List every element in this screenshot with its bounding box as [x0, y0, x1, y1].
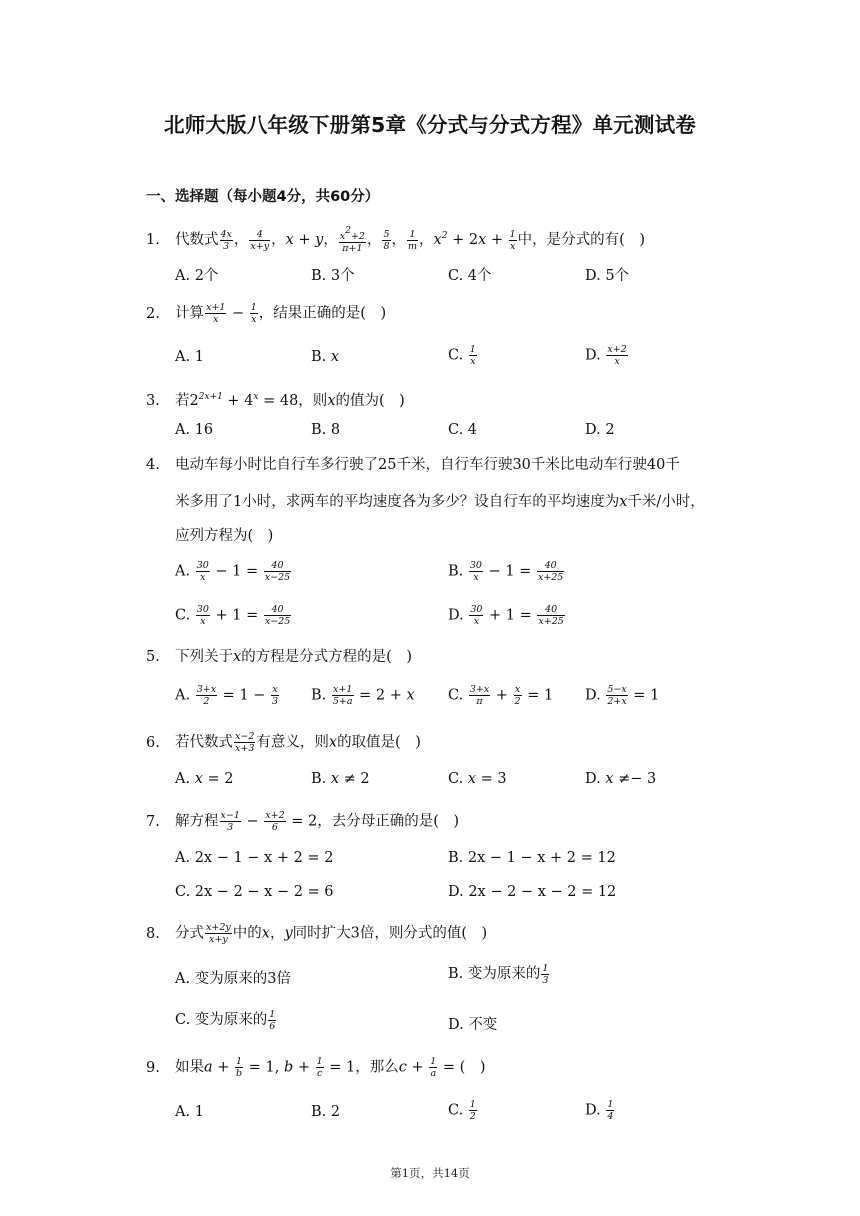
option-d[interactable]: D. x ≠− 3	[585, 771, 657, 787]
option-b[interactable]: B. x	[311, 349, 340, 365]
option-a[interactable]: A. $\frac{3+x}{2}$ = 1 − $\frac{x}{3}$	[175, 684, 279, 707]
option-a[interactable]: A. 变为原来的3倍	[175, 971, 291, 987]
option-b[interactable]: B. 变为原来的 $\frac{1}{3}$	[448, 962, 549, 986]
question-text: 计算	[175, 305, 204, 322]
question-9: 9. 如果a + $\frac{1}{b}$ = 1, b + $\frac{1}{c}$ = 1，那么c + $\frac{1}{a}$ = ( )	[146, 1056, 486, 1079]
question-text: 如果	[175, 1059, 204, 1076]
question-text: ( )	[459, 1059, 486, 1076]
option-a[interactable]: A. x = 2	[175, 771, 234, 787]
option-d[interactable]: D. $\frac{x+2}{x}$	[585, 344, 627, 367]
question-text: 代数式	[175, 232, 219, 248]
option-c[interactable]: C. 4个	[448, 268, 492, 284]
question-number: 7.	[146, 813, 160, 830]
question-number: 6.	[146, 734, 160, 751]
question-3: 3. 若$2^{2x+1} + 4^x = 48$，则x的值为( )	[146, 386, 405, 412]
option-c[interactable]: C. 变为原来的 $\frac{1}{6}$	[175, 1008, 276, 1032]
question-4-line-3: 应列方程为( )	[175, 528, 274, 544]
math-fraction: $\frac{4}{x+y}$	[250, 228, 270, 252]
option-d[interactable]: D. 2	[585, 422, 615, 438]
question-number: 3.	[146, 393, 160, 409]
option-c[interactable]: C. $\frac{1}{x}$	[448, 344, 476, 367]
question-text: 下列关于	[175, 649, 233, 665]
option-c[interactable]: C. $\frac{30}{x}$ + 1 = $\frac{40}{x-25}$	[175, 604, 291, 627]
option-d[interactable]: D. 5个	[585, 268, 630, 284]
question-8: 8. 分式 $\frac{x+2y}{x+y}$ 中的x，y同时扩大3倍，则分式的值( )	[146, 922, 488, 945]
option-b[interactable]: B. 2x − 1 − x + 2 = 12	[448, 850, 616, 866]
question-text: ，去分母正确的是( )	[317, 813, 460, 830]
option-a[interactable]: A. 2个	[175, 268, 219, 284]
math-fraction: $\frac{x^2+2}{\pi+1}$	[339, 226, 365, 254]
question-number: 4.	[146, 457, 160, 473]
math-fraction: $\frac{4x}{3}$	[220, 228, 232, 252]
option-d[interactable]: D. 不变	[448, 1017, 498, 1033]
option-c[interactable]: C. $\frac{3+x}{\pi}$ + $\frac{x}{2}$ = 1	[448, 684, 554, 707]
option-b[interactable]: B. x ≠ 2	[311, 771, 370, 787]
question-4-line-2: 米多用了1小时，求两车的平均速度各为多少？设自行车的平均速度为x千米/小时，	[175, 494, 705, 510]
question-5: 5. 下列关于x的方程是分式方程的是( )	[146, 646, 412, 668]
section-heading: 一、选择题（每小题4分，共60分）	[146, 189, 380, 205]
option-a[interactable]: A. 2x − 1 − x + 2 = 2	[175, 850, 334, 866]
math-fraction: $\frac{x+1}{x}$	[206, 302, 226, 325]
question-text: 中，是分式的有( )	[517, 232, 645, 248]
option-b[interactable]: B. 8	[311, 422, 341, 438]
question-number: 9.	[146, 1059, 160, 1076]
math-fraction: $\frac{x-1}{3}$	[220, 810, 240, 833]
question-4	[146, 454, 680, 476]
question-text: ，那么	[355, 1059, 399, 1076]
option-d[interactable]: D. $\frac{5-x}{2+x}$ = 1	[585, 684, 660, 707]
question-text: 解方程	[175, 813, 219, 830]
question-text: 同时扩大3倍，则分式的值( )	[292, 925, 488, 942]
question-text: 的取值是( )	[337, 734, 421, 751]
option-b[interactable]: B. 2	[311, 1104, 341, 1120]
option-b[interactable]: B. 3个	[311, 268, 355, 284]
page-footer: 第1页，共14页	[390, 1166, 470, 1180]
option-d[interactable]: D. 2x − 2 − x − 2 = 12	[448, 884, 617, 900]
math-fraction: $\frac{1}{x}$	[509, 228, 516, 252]
question-text: 电动车每小时比自行车多行驶了25千米，自行车行驶30千米比电动车行驶40千	[175, 457, 680, 473]
question-text: 分式	[175, 925, 204, 942]
math-fraction: $\frac{x-2}{x+3}$	[235, 731, 255, 754]
option-a[interactable]: A. 16	[175, 422, 214, 438]
option-b[interactable]: B. $\frac{x+1}{5+a}$ = 2 + x	[311, 684, 415, 707]
math-fraction: $\frac{1}{c}$	[316, 1056, 323, 1079]
page-title: 北师大版八年级下册第5章《分式与分式方程》单元测试卷	[164, 113, 696, 137]
option-c[interactable]: C. 2x − 2 − x − 2 = 6	[175, 884, 334, 900]
question-number: 2.	[146, 305, 160, 322]
question-number: 1.	[146, 232, 160, 248]
question-text: 若代数式	[175, 734, 233, 751]
option-a[interactable]: A. $\frac{30}{x}$ − 1 = $\frac{40}{x-25}$	[175, 560, 291, 583]
option-b[interactable]: B. $\frac{30}{x}$ − 1 = $\frac{40}{x+25}$	[448, 560, 564, 583]
option-c[interactable]: C. 4	[448, 422, 478, 438]
question-text: 中的	[232, 925, 262, 942]
question-text: 的值为( )	[335, 393, 405, 409]
question-text: ，结果正确的是( )	[258, 305, 387, 322]
question-2: 2. 计算 $\frac{x+1}{x}$ − $\frac{1}{x}$ ，结果正确的是( )	[146, 302, 387, 325]
question-7: 7. 解方程 $\frac{x-1}{3}$ − $\frac{x+2}{6}$ = 2，去分母正确的是( )	[146, 810, 460, 833]
option-d[interactable]: D. $\frac{1}{4}$	[585, 1099, 614, 1122]
math-fraction: $\frac{1}{a}$	[430, 1056, 437, 1079]
question-text: 的方程是分式方程的是( )	[241, 649, 413, 665]
math-fraction: $\frac{1}{m}$	[408, 228, 418, 252]
option-c[interactable]: C. x = 3	[448, 771, 507, 787]
question-6: 6. 若代数式 $\frac{x-2}{x+3}$ 有意义，则x的取值是( )	[146, 731, 421, 754]
math-fraction: $\frac{x+2}{6}$	[265, 810, 285, 833]
math-fraction: $\frac{5}{8}$	[383, 228, 390, 252]
option-d[interactable]: D. $\frac{30}{x}$ + 1 = $\frac{40}{x+25}$	[448, 604, 564, 627]
option-a[interactable]: A. 1	[175, 349, 204, 365]
math-fraction: $\frac{1}{b}$	[236, 1056, 243, 1079]
math-fraction: $\frac{x+2y}{x+y}$	[206, 922, 231, 945]
question-number: 5.	[146, 649, 160, 665]
question-number: 8.	[146, 925, 160, 942]
option-c[interactable]: C. $\frac{1}{2}$	[448, 1099, 476, 1122]
math-fraction: $\frac{1}{x}$	[250, 302, 257, 325]
question-1: 1. 代数式 $\frac{4x}{3}$ ， $\frac{4}{x+y}$ ，x + y， $\frac{x^2+2}{\pi+1}$ ， $\frac{5}{8}$ ， $\frac{1}{m}$ ，$x^2 + 2x$ + $\frac{1}{x}$ 中，是分式的有( )	[146, 226, 645, 254]
option-a[interactable]: A. 1	[175, 1104, 204, 1120]
question-text: 若	[175, 393, 190, 409]
question-text: 有意义，则	[256, 734, 329, 751]
